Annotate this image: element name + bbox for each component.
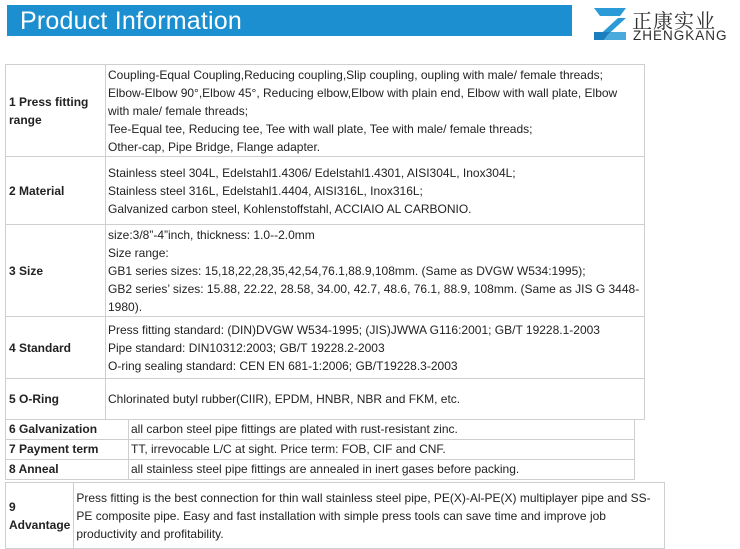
row-value [106, 225, 645, 317]
value-line: Pipe standard: DIN10312:2003; GB/T 19228.2-2003 [108, 340, 385, 355]
row-value [106, 317, 645, 379]
value-line: Galvanized carbon steel, Kohlenstoffstahl, ACCIAIO AL CARBONIO. [108, 201, 472, 216]
value-line: Tee-Equal tee, Reducing tee, Tee with wall plate, Tee with male/ female threads; [108, 121, 533, 136]
value-line: Coupling-Equal Coupling,Reducing coupling,Slip coupling, oupling with male/ female threads; [108, 67, 603, 82]
header-banner [7, 5, 572, 36]
table-row [6, 65, 645, 157]
advantage-table [5, 482, 665, 549]
value-line: Stainless steel 304L, Edelstahl1.4306/ Edelstahl1.4301, AISI304L, Inox304L; [108, 165, 516, 180]
row-label: 7 Payment term [6, 440, 129, 460]
value-line: Press fitting standard: (DIN)DVGW W534-1995; (JIS)JWWA G116:2001; GB/T 19228.1-2003 [108, 322, 600, 337]
value-line: Size range: [108, 245, 169, 260]
table-row [6, 420, 635, 440]
row-value [106, 65, 645, 157]
table-row [6, 483, 665, 549]
product-info-table [5, 64, 645, 420]
table-row [6, 157, 645, 225]
row-label: 1 Press fitting range [6, 65, 106, 157]
logo-english-text: ZHENGKANG [633, 28, 728, 43]
row-value: all carbon steel pipe fittings are plated with rust-resistant zinc. [129, 420, 635, 440]
value-line: size:3/8”-4”inch, thickness: 1.0--2.0mm [108, 227, 315, 242]
row-value [106, 379, 645, 420]
table-row [6, 379, 645, 420]
row-label: 4 Standard [6, 317, 106, 379]
brand-logo [590, 4, 738, 46]
row-value: Press fitting is the best connection for thin wall stainless steel pipe, PE(X)-Al-PE(X) multiplayer pipe and SS-PE composite pipe. Easy and fast installation with simple press tools can save time and improve job productivity and profitability. [74, 483, 665, 549]
value-line: Elbow-Elbow 90°,Elbow 45°, Reducing elbow,Elbow with plain end, Elbow with wall plate, Elbow with male/ female threads; [108, 85, 618, 118]
terms-table [5, 419, 635, 480]
logo-chinese-text: 正康实业 [632, 9, 716, 33]
value-line: O-ring sealing standard: CEN EN 681-1:2006; GB/T19228.3-2003 [108, 358, 458, 373]
row-label: 2 Material [6, 157, 106, 225]
row-value: TT, irrevocable L/C at sight. Price term: FOB, CIF and CNF. [129, 440, 635, 460]
page-title: Product Information [20, 7, 242, 35]
table-row [6, 225, 645, 317]
row-label: 3 Size [6, 225, 106, 317]
table-row [6, 440, 635, 460]
value-line: Stainless steel 316L, Edelstahl1.4404, AISI316L, Inox316L; [108, 183, 423, 198]
table-row [6, 317, 645, 379]
row-value [106, 157, 645, 225]
value-line: GB1 series sizes: 15,18,22,28,35,42,54,76.1,88.9,108mm. (Same as DVGW W534:1995); [108, 263, 586, 278]
row-value: all stainless steel pipe fittings are annealed in inert gases before packing. [129, 460, 635, 480]
row-label: 6 Galvanization [6, 420, 129, 440]
row-label: 8 Anneal [6, 460, 129, 480]
value-line: GB2 series’ sizes: 15.88, 22.22, 28.58, 34.00, 42.7, 48.6, 76.1, 88.9, 108mm. (Same as JIS G 3448-1980). [108, 281, 640, 314]
value-line: Chlorinated butyl rubber(CIIR), EPDM, HNBR, NBR and FKM, etc. [108, 392, 461, 406]
table-row [6, 460, 635, 480]
zhengkang-logo-icon [590, 4, 630, 44]
row-label: 5 O-Ring [6, 379, 106, 420]
value-line: Other-cap, Pipe Bridge, Flange adapter. [108, 139, 321, 154]
row-label: 9 Advantage [6, 483, 74, 549]
